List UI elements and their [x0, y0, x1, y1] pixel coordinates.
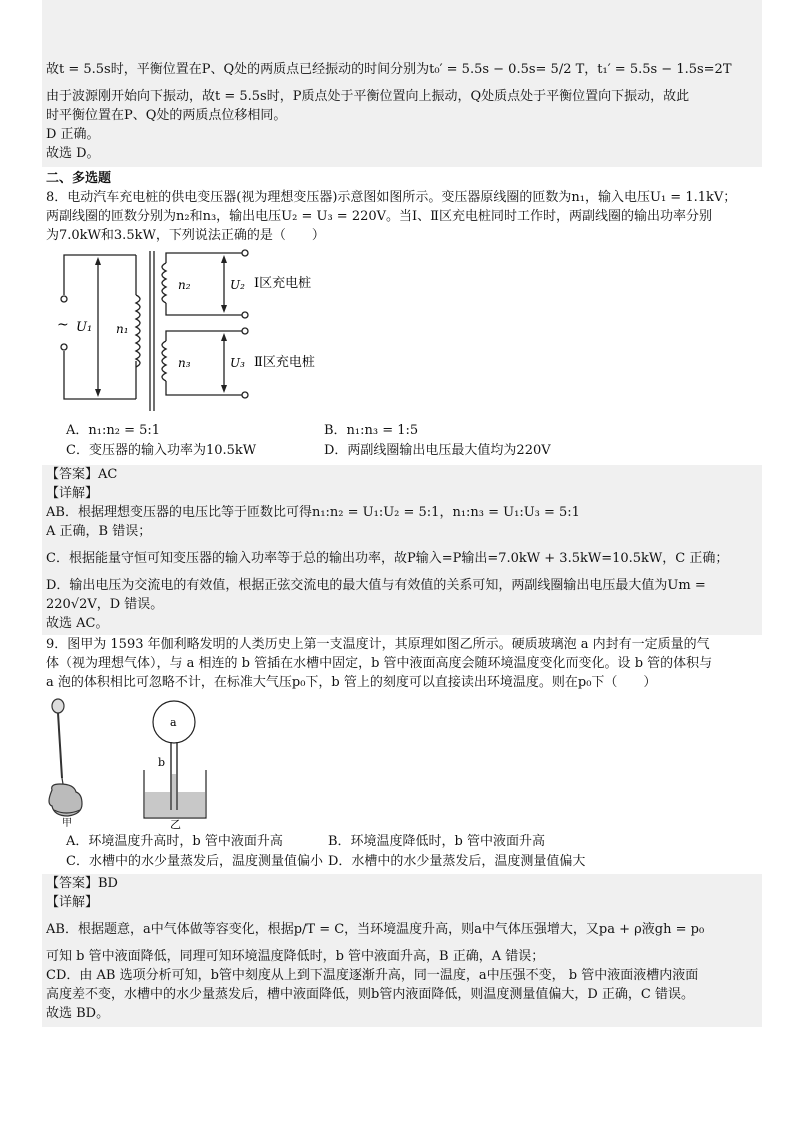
label-yi: 乙: [170, 818, 181, 830]
text-line: 故选 AC。: [46, 616, 109, 631]
text-line: 故选 D。: [46, 146, 100, 161]
label-zone1: Ⅰ区充电桩: [254, 276, 312, 291]
text-line: D．输出电压为交流电的有效值，根据正弦交流电的最大值与有效值的关系可知，两副线圈输出电压最大值为Um =: [46, 578, 706, 593]
label-u3: U₃: [230, 356, 245, 370]
q9-detail-heading: 【详解】: [46, 895, 99, 910]
page: [46, 0, 758, 1027]
q8-stem-line: 两副线圈的匝数分别为n₂和n₃，输出电压U₂ = U₃ = 220V。当Ⅰ、Ⅱ区充电桩同时工作时，两副线圈的输出功率分别: [46, 209, 712, 224]
q8-option-c: C．变压器的输入功率为10.5kW: [66, 443, 257, 458]
q9-options-row: [46, 832, 758, 852]
q9-stem-line: a 泡的体积相比可忽略不计，在标准大气压p₀下，b 管上的刻度可以直接读出环境温度。则在p₀下（ ）: [46, 675, 657, 690]
q8-option-d: D．两副线圈输出电压最大值均为220V: [324, 443, 551, 458]
text-line: 可知 b 管中液面降低，同理可知环境温度降低时，b 管中液面升高，B 正确，A 错误；: [46, 949, 545, 964]
text-line: D 正确。: [46, 127, 100, 142]
text-line: 时平衡位置在P、Q处的两质点位移相同。: [46, 108, 287, 123]
ac-source-symbol: ~: [57, 317, 69, 333]
q8-stem-line: 8．电动汽车充电桩的供电变压器(视为理想变压器)示意图如图所示。变压器原线圈的匝数为n₁，输入电压U₁ = 1.1kV；: [46, 190, 737, 205]
text-line: 故选 BD。: [46, 1006, 110, 1021]
q8-option-a: A．n₁:n₂ = 5:1: [66, 423, 161, 438]
thermometer-diagram: [48, 698, 248, 830]
label-a: a: [170, 716, 177, 729]
previous-solution-block: [42, 0, 762, 167]
q9-option-a: A．环境温度升高时，b 管中液面升高: [66, 834, 283, 849]
label-n1: n₁: [116, 322, 129, 336]
section-heading: 二、多选题: [46, 171, 112, 186]
label-zone2: Ⅱ区充电桩: [254, 355, 315, 370]
q9-solution-block: [42, 874, 762, 1027]
q9-option-d: D．水槽中的水少量蒸发后，温度测量值偏大: [328, 854, 586, 869]
transformer-diagram: [56, 249, 356, 415]
label-u1: U₁: [76, 320, 93, 335]
q8-detail-heading: 【详解】: [46, 486, 99, 501]
q8-options-row: [46, 421, 758, 441]
label-u2: U₂: [230, 278, 245, 292]
q9-stem-line: 体（视为理想气体），与 a 相连的 b 管插在水槽中固定，b 管中液面高度会随环境温度变化而变化。设 b 管的体积与: [46, 656, 713, 671]
q9-option-c: C．水槽中的水少量蒸发后，温度测量值偏小: [66, 854, 323, 869]
q9-stem-line: 9．图甲为 1593 年伽利略发明的人类历史上第一支温度计，其原理如图乙所示。硬质玻璃泡 a 内封有一定质量的气: [46, 637, 710, 652]
text-line: A 正确，B 错误；: [46, 524, 152, 539]
q8-option-b: B．n₁:n₃ = 1:5: [324, 423, 419, 438]
text-line: C．根据能量守恒可知变压器的输入功率等于总的输出功率，故P输入=P输出=7.0kW + 3.5kW=10.5kW，C 正确；: [46, 551, 729, 566]
label-jia: 甲: [62, 818, 72, 829]
q8-solution-block: [42, 465, 762, 635]
text-line: 220√2V，D 错误。: [46, 597, 164, 612]
text-line: 故t = 5.5s时，平衡位置在P、Q处的两质点已经振动的时间分别为t₀′ = 5.5s − 0.5s= 5/2 T，t₁′ = 5.5s − 1.5s=2T: [46, 62, 732, 77]
text-line: CD．由 AB 选项分析可知，b管中刻度从上到下温度逐渐升高，同一温度，a中压强不变， b 管中液面液槽内液面: [46, 968, 699, 983]
label-n3: n₃: [178, 356, 191, 370]
text-line: AB．根据题意，a中气体做等容变化，根据p/T = C，当环境温度升高，则a中气体压强增大，又pa + ρ液gh = p₀: [46, 922, 705, 937]
q9-answer: 【答案】BD: [46, 876, 118, 891]
text-line: AB．根据理想变压器的电压比等于匝数比可得n₁:n₂ = U₁:U₂ = 5:1，n₁:n₃ = U₁:U₃ = 5:1: [46, 505, 580, 520]
q8-stem-line: 为7.0kW和3.5kW，下列说法正确的是（ ）: [46, 228, 325, 243]
q9-option-b: B．环境温度降低时，b 管中液面升高: [328, 834, 546, 849]
label-n2: n₂: [178, 278, 191, 292]
label-b: b: [158, 756, 166, 769]
text-line: 由于波源刚开始向下振动，故t = 5.5s时，P质点处于平衡位置向上振动，Q处质点处于平衡位置向下振动，故此: [46, 89, 690, 104]
q8-options-row: [46, 441, 758, 461]
text-line: 高度差不变，水槽中的水少量蒸发后，槽中液面降低，则b管内液面降低，则温度测量值偏大，D 正确，C 错误。: [46, 987, 694, 1002]
q8-answer: 【答案】AC: [46, 467, 118, 482]
q9-options-row: [46, 852, 758, 872]
